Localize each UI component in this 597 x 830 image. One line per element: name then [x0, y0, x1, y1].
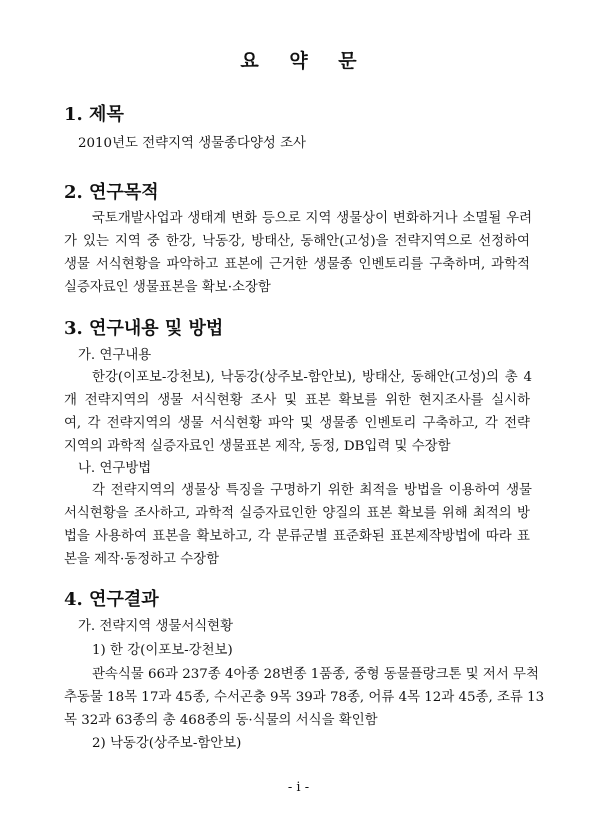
section-1-line-1: 2010년도 전략지역 생물종다양성 조사 — [78, 136, 306, 151]
page-title: 요 약 문 — [240, 50, 369, 72]
section-2-line-3: 생물 서식현황을 파악하고 표본에 근거한 생물종 인벤토리를 구축하며, 과학적 — [64, 257, 530, 272]
page-number: - i - — [287, 780, 310, 795]
section-3-line-8: 본을 제작·동정하고 수장함 — [64, 552, 220, 567]
section-2-line-2: 가 있는 지역 중 한강, 낙동강, 방태산, 동해안(고성)을 전략지역으로 선정하여 — [64, 234, 530, 249]
section-3-line-3: 여, 각 전략지역의 생물 서식현황 파악 및 생물종 인벤토리 구축하고, 각 전략 — [64, 416, 530, 431]
section-heading-title: 1. 제목 — [64, 104, 124, 125]
section-heading-purpose: 2. 연구목적 — [64, 182, 159, 203]
section-2-line-4: 실증자료인 생물표본을 확보·소장함 — [64, 280, 271, 295]
section-3-line-4: 지역의 과학적 실증자료인 생물표본 제작, 동정, DB입력 및 수장함 — [64, 439, 451, 454]
section-3-line-5: 각 전략지역의 생물상 특징을 구명하기 위한 최적을 방법을 이용하여 생물 — [92, 483, 532, 498]
section-3-line-2: 개 전략지역의 생물 서식현황 조사 및 표본 확보를 위한 현지조사를 실시하 — [64, 393, 530, 408]
section-heading-methods: 3. 연구내용 및 방법 — [64, 318, 224, 339]
subheading-habitat-status: 가. 전략지역 생물서식현황 — [78, 619, 234, 634]
subheading-hangang: 1) 한 강(이포보-강천보) — [92, 643, 233, 658]
subheading-research-method: 나. 연구방법 — [78, 461, 152, 476]
section-2-line-1: 국토개발사업과 생태계 변화 등으로 지역 생물상이 변화하거나 소멸될 우려 — [92, 211, 532, 226]
section-4-line-3: 목 32과 63종의 총 468종의 동·식물의 서식을 확인함 — [64, 713, 378, 728]
section-heading-results: 4. 연구결과 — [64, 589, 159, 610]
section-4-line-1: 관속식물 66과 237종 4아종 28변종 1품종, 중형 동물플랑크톤 및 저서 무척 — [92, 667, 539, 682]
section-3-line-7: 법을 사용하여 표본을 확보하고, 각 분류군별 표준화된 표본제작방법에 따라 표 — [64, 529, 530, 544]
section-3-line-6: 서식현황을 조사하고, 과학적 실증자료인한 양질의 표본 확보를 위해 최적의 방 — [64, 506, 530, 521]
subheading-research-content: 가. 연구내용 — [78, 348, 152, 363]
subheading-nakdonggang: 2) 낙동강(상주보-함안보) — [92, 736, 242, 751]
section-3-line-1: 한강(이포보-강천보), 낙동강(상주보-함안보), 방태산, 동해안(고성)의 총 4 — [92, 370, 532, 385]
section-4-line-2: 추동물 18목 17과 45종, 수서곤충 9목 39과 78종, 어류 4목 12과 45종, 조류 13 — [64, 690, 545, 705]
